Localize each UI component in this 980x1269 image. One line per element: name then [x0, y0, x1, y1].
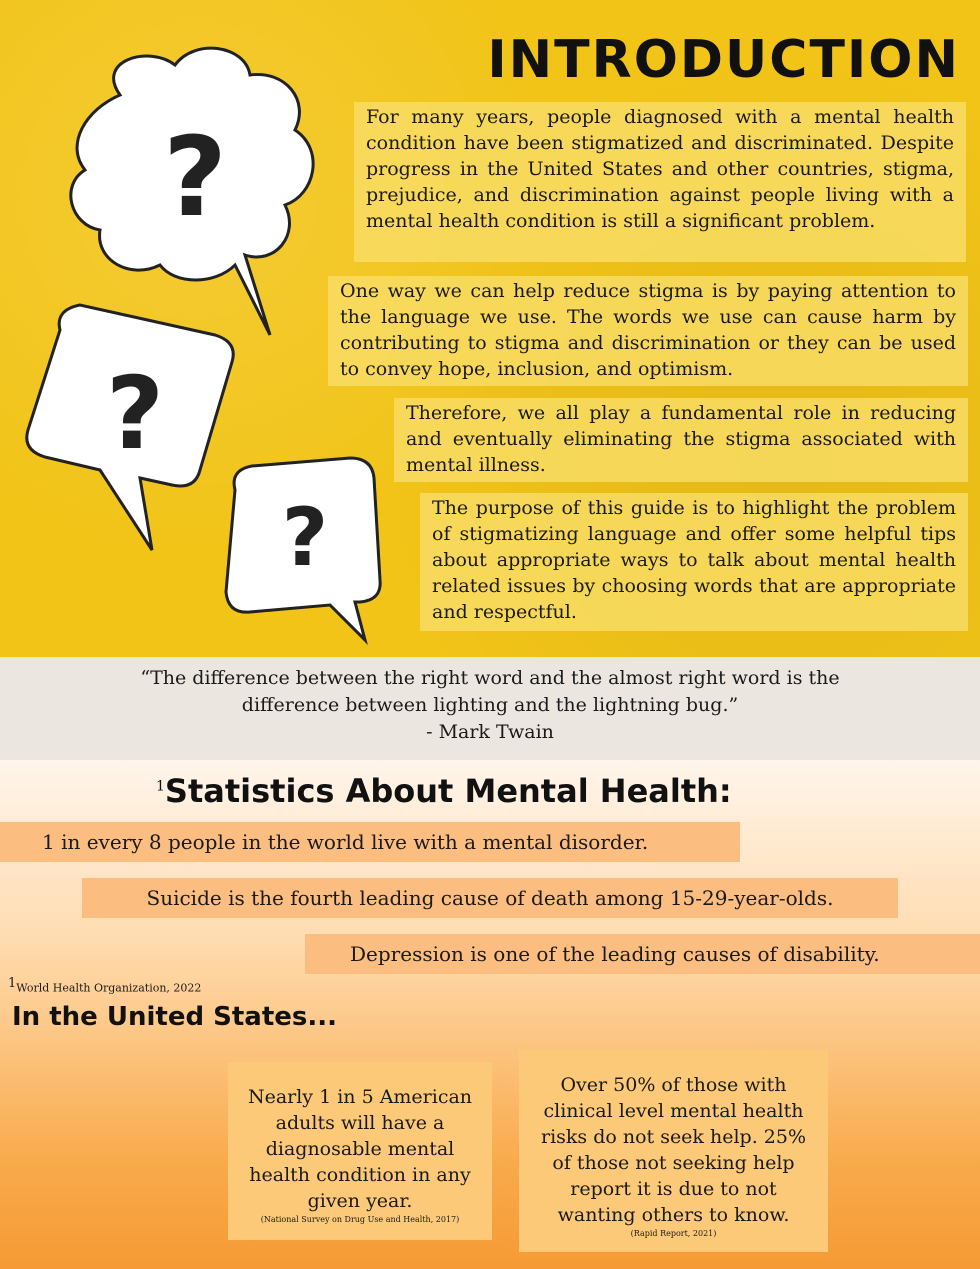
svg-text:?: ? [281, 491, 329, 584]
small-bubble-icon [226, 458, 380, 640]
stats-source [8, 976, 201, 995]
svg-text:?: ? [163, 113, 227, 241]
source-footnote-mark: 1 [8, 976, 17, 991]
quote-block [0, 657, 980, 760]
stat-item-3: Depression is one of the leading causes of disability. [305, 934, 980, 974]
svg-text:?: ? [105, 355, 165, 472]
stat-item-1: 1 in every 8 people in the world live with a mental disorder. [0, 822, 740, 862]
intro-paragraph-4: The purpose of this guide is to highlight the problem of stigmatizing language and offer some helpful tips about appropriate ways to talk about mental health related issues by choosing words that are appropriate and respectful. [420, 493, 968, 631]
quote-line-2: difference between lighting and the lightning bug.” [241, 694, 739, 716]
stats-title-text: Statistics About Mental Health: [164, 772, 732, 810]
square-bubble-icon [27, 305, 233, 550]
intro-paragraph-1: For many years, people diagnosed with a mental health condition have been stigmatized and discriminated. Despite progress in the United States and other countries, stigma, prejudice, and discrimination against people living with a mental health condition is still a significant problem. [354, 102, 966, 262]
us-card-2-text: Over 50% of those with clinical level mental health risks do not seek help. 25% of those not seeking help report it is due to not wanting others to know. [540, 1074, 807, 1226]
stat-item-2: Suicide is the fourth leading cause of death among 15-29-year-olds. [82, 878, 898, 918]
us-card-1-cite: (National Survey on Drug Use and Health, 2017) [260, 1215, 460, 1224]
footnote-mark: 1 [156, 778, 165, 795]
stats-title [156, 772, 732, 810]
us-title: In the United States... [12, 1002, 337, 1032]
intro-title: INTRODUCTION [487, 30, 960, 90]
intro-paragraph-3: Therefore, we all play a fundamental role in reducing and eventually eliminating the stigma associated with mental illness. [394, 398, 968, 482]
us-card-2 [519, 1050, 828, 1252]
quote-line-1: “The difference between the right word and the almost right word is the [140, 667, 840, 689]
us-card-1-text: Nearly 1 in 5 American adults will have a diagnosable mental health condition in any given year. [247, 1086, 473, 1212]
intro-paragraph-2: One way we can help reduce stigma is by paying attention to the language we use. The words we use can cause harm by contributing to stigma and discrimination or they can be used to convey hope, inclusion, and optimism. [328, 276, 968, 386]
source-text: World Health Organization, 2022 [16, 981, 202, 995]
cloud-bubble-icon [71, 48, 313, 335]
us-card-1 [228, 1062, 492, 1240]
quote-author: - Mark Twain [426, 721, 554, 743]
us-card-2-cite: (Rapid Report, 2021) [630, 1229, 717, 1238]
